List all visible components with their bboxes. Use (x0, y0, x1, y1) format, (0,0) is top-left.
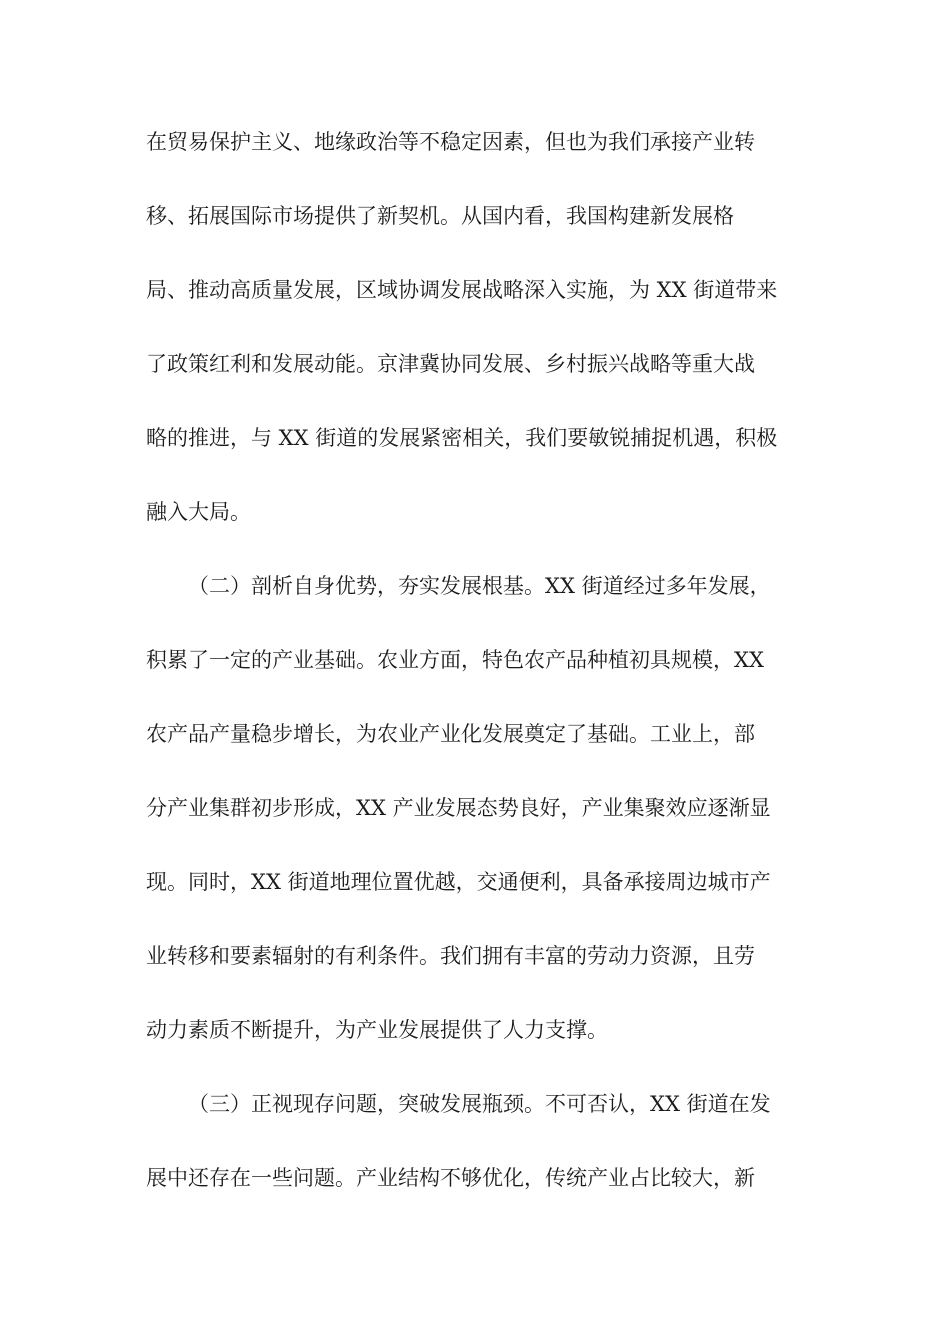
text-line: 局、推动高质量发展，区域协调发展战略深入实施，为 XX 街道带来 (146, 278, 778, 302)
text-line: 在贸易保护主义、地缘政治等不稳定因素，但也为我们承接产业转 (146, 130, 755, 154)
text-line: （二）剖析自身优势，夯实发展根基。XX 街道经过多年发展， (188, 574, 771, 598)
text-line: 现。同时，XX 街道地理位置优越，交通便利，具备承接周边城市产 (146, 870, 771, 894)
text-line: 融入大局。 (146, 500, 251, 524)
text-line: 业转移和要素辐射的有利条件。我们拥有丰富的劳动力资源，且劳 (146, 944, 755, 968)
text-line: 分产业集群初步形成，XX 产业发展态势良好，产业集聚效应逐渐显 (146, 796, 771, 820)
text-line: 动力素质不断提升，为产业发展提供了人力支撑。 (146, 1018, 608, 1042)
text-line: 略的推进，与 XX 街道的发展紧密相关，我们要敏锐捕捉机遇，积极 (146, 426, 778, 450)
text-line: （三）正视现存问题，突破发展瓶颈。不可否认，XX 街道在发 (188, 1092, 771, 1116)
text-line: 积累了一定的产业基础。农业方面，特色农产品种植初具规模，XX (146, 648, 764, 672)
text-line: 了政策红利和发展动能。京津冀协同发展、乡村振兴战略等重大战 (146, 352, 755, 376)
text-line: 农产品产量稳步增长，为农业产业化发展奠定了基础。工业上，部 (146, 722, 755, 746)
text-line: 移、拓展国际市场提供了新契机。从国内看，我国构建新发展格 (146, 204, 734, 228)
body-text (146, 122, 806, 1232)
text-line: 展中还存在一些问题。产业结构不够优化，传统产业占比较大，新 (146, 1166, 755, 1190)
